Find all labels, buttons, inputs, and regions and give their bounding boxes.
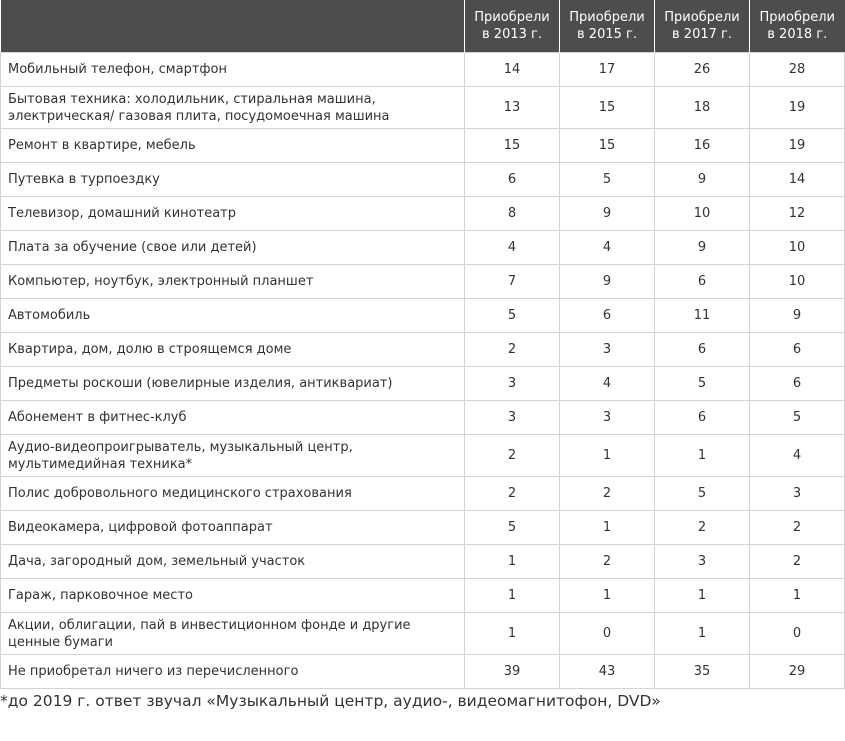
table-row bbox=[1, 367, 845, 401]
row-label: Гараж, парковочное место bbox=[1, 579, 465, 613]
table-row bbox=[1, 265, 845, 299]
row-label: Квартира, дом, долю в строящемся доме bbox=[1, 333, 465, 367]
value-cell-2015: 4 bbox=[560, 367, 655, 401]
value-cell-2018: 6 bbox=[750, 367, 845, 401]
table-row bbox=[1, 163, 845, 197]
row-label: Дача, загородный дом, земельный участок bbox=[1, 545, 465, 579]
value-cell-2013: 2 bbox=[465, 435, 560, 477]
row-label: Плата за обучение (свое или детей) bbox=[1, 231, 465, 265]
value-cell-2017: 1 bbox=[655, 613, 750, 655]
value-cell-2018: 28 bbox=[750, 53, 845, 87]
table-row bbox=[1, 401, 845, 435]
value-cell-2015: 17 bbox=[560, 53, 655, 87]
value-cell-2018: 12 bbox=[750, 197, 845, 231]
value-cell-2015: 0 bbox=[560, 613, 655, 655]
table-row bbox=[1, 87, 845, 129]
value-cell-2013: 3 bbox=[465, 367, 560, 401]
value-cell-2015: 1 bbox=[560, 435, 655, 477]
value-cell-2015: 5 bbox=[560, 163, 655, 197]
value-cell-2013: 4 bbox=[465, 231, 560, 265]
table-row bbox=[1, 579, 845, 613]
value-cell-2013: 1 bbox=[465, 579, 560, 613]
row-label: Абонемент в фитнес-клуб bbox=[1, 401, 465, 435]
value-cell-2015: 43 bbox=[560, 655, 655, 689]
value-cell-2015: 9 bbox=[560, 197, 655, 231]
value-cell-2017: 6 bbox=[655, 401, 750, 435]
header-blank-cell bbox=[1, 0, 465, 53]
value-cell-2017: 9 bbox=[655, 163, 750, 197]
value-cell-2018: 3 bbox=[750, 477, 845, 511]
header-2015 bbox=[560, 0, 655, 53]
value-cell-2017: 5 bbox=[655, 367, 750, 401]
row-label: Мобильный телефон, смартфон bbox=[1, 53, 465, 87]
row-label: Видеокамера, цифровой фотоаппарат bbox=[1, 511, 465, 545]
value-cell-2015: 2 bbox=[560, 477, 655, 511]
row-label: Автомобиль bbox=[1, 299, 465, 333]
table-row bbox=[1, 231, 845, 265]
footnote: *до 2019 г. ответ звучал «Музыкальный центр, аудио-, видеомагнитофон, DVD» bbox=[0, 692, 661, 710]
value-cell-2018: 2 bbox=[750, 545, 845, 579]
header-2013-line2: в 2013 г. bbox=[482, 27, 542, 42]
value-cell-2015: 6 bbox=[560, 299, 655, 333]
row-label: Путевка в турпоездку bbox=[1, 163, 465, 197]
row-label: Бытовая техника: холодильник, стиральная машина, электрическая/ газовая плита, посудомоечная машина bbox=[1, 87, 465, 129]
value-cell-2018: 29 bbox=[750, 655, 845, 689]
header-2018 bbox=[750, 0, 845, 53]
value-cell-2017: 2 bbox=[655, 511, 750, 545]
value-cell-2018: 10 bbox=[750, 231, 845, 265]
value-cell-2018: 19 bbox=[750, 87, 845, 129]
table-row bbox=[1, 477, 845, 511]
table-row bbox=[1, 299, 845, 333]
value-cell-2015: 4 bbox=[560, 231, 655, 265]
table-header bbox=[1, 0, 845, 53]
value-cell-2013: 14 bbox=[465, 53, 560, 87]
header-2018-line1: Приобрели bbox=[759, 10, 835, 25]
header-2015-line1: Приобрели bbox=[569, 10, 645, 25]
table-row bbox=[1, 53, 845, 87]
row-label: Телевизор, домашний кинотеатр bbox=[1, 197, 465, 231]
value-cell-2015: 15 bbox=[560, 129, 655, 163]
value-cell-2017: 6 bbox=[655, 333, 750, 367]
table-row bbox=[1, 655, 845, 689]
value-cell-2017: 3 bbox=[655, 545, 750, 579]
value-cell-2013: 5 bbox=[465, 299, 560, 333]
value-cell-2017: 16 bbox=[655, 129, 750, 163]
header-row bbox=[1, 0, 845, 53]
table-row bbox=[1, 333, 845, 367]
value-cell-2017: 6 bbox=[655, 265, 750, 299]
value-cell-2013: 2 bbox=[465, 477, 560, 511]
value-cell-2018: 9 bbox=[750, 299, 845, 333]
header-2013-line1: Приобрели bbox=[474, 10, 550, 25]
row-label: Акции, облигации, пай в инвестиционном фонде и другие ценные бумаги bbox=[1, 613, 465, 655]
value-cell-2013: 15 bbox=[465, 129, 560, 163]
row-label: Ремонт в квартире, мебель bbox=[1, 129, 465, 163]
value-cell-2013: 39 bbox=[465, 655, 560, 689]
value-cell-2013: 1 bbox=[465, 545, 560, 579]
value-cell-2013: 5 bbox=[465, 511, 560, 545]
value-cell-2015: 3 bbox=[560, 333, 655, 367]
value-cell-2013: 3 bbox=[465, 401, 560, 435]
table-row bbox=[1, 511, 845, 545]
value-cell-2018: 2 bbox=[750, 511, 845, 545]
value-cell-2013: 6 bbox=[465, 163, 560, 197]
row-label: Предметы роскоши (ювелирные изделия, антиквариат) bbox=[1, 367, 465, 401]
value-cell-2015: 1 bbox=[560, 511, 655, 545]
value-cell-2018: 19 bbox=[750, 129, 845, 163]
header-2015-line2: в 2015 г. bbox=[577, 27, 637, 42]
value-cell-2015: 9 bbox=[560, 265, 655, 299]
value-cell-2018: 4 bbox=[750, 435, 845, 477]
header-2013 bbox=[465, 0, 560, 53]
row-label: Не приобретал ничего из перечисленного bbox=[1, 655, 465, 689]
value-cell-2017: 1 bbox=[655, 579, 750, 613]
value-cell-2013: 2 bbox=[465, 333, 560, 367]
value-cell-2013: 8 bbox=[465, 197, 560, 231]
row-label: Компьютер, ноутбук, электронный планшет bbox=[1, 265, 465, 299]
value-cell-2015: 15 bbox=[560, 87, 655, 129]
header-2017 bbox=[655, 0, 750, 53]
header-2018-line2: в 2018 г. bbox=[767, 27, 828, 42]
value-cell-2017: 10 bbox=[655, 197, 750, 231]
value-cell-2013: 7 bbox=[465, 265, 560, 299]
value-cell-2017: 11 bbox=[655, 299, 750, 333]
header-2017-line2: в 2017 г. bbox=[672, 27, 732, 42]
row-label: Аудио-видеопроигрыватель, музыкальный центр, мультимедийная техника* bbox=[1, 435, 465, 477]
value-cell-2017: 5 bbox=[655, 477, 750, 511]
value-cell-2018: 10 bbox=[750, 265, 845, 299]
value-cell-2018: 6 bbox=[750, 333, 845, 367]
value-cell-2017: 1 bbox=[655, 435, 750, 477]
value-cell-2017: 26 bbox=[655, 53, 750, 87]
value-cell-2017: 18 bbox=[655, 87, 750, 129]
header-2017-line1: Приобрели bbox=[664, 10, 740, 25]
value-cell-2013: 1 bbox=[465, 613, 560, 655]
table-body bbox=[1, 53, 845, 689]
value-cell-2018: 0 bbox=[750, 613, 845, 655]
table-row bbox=[1, 613, 845, 655]
value-cell-2018: 14 bbox=[750, 163, 845, 197]
value-cell-2015: 3 bbox=[560, 401, 655, 435]
value-cell-2017: 35 bbox=[655, 655, 750, 689]
value-cell-2018: 1 bbox=[750, 579, 845, 613]
value-cell-2013: 13 bbox=[465, 87, 560, 129]
table-row bbox=[1, 545, 845, 579]
table-row bbox=[1, 197, 845, 231]
table-row bbox=[1, 435, 845, 477]
row-label: Полис добровольного медицинского страхования bbox=[1, 477, 465, 511]
value-cell-2017: 9 bbox=[655, 231, 750, 265]
table-row bbox=[1, 129, 845, 163]
value-cell-2015: 1 bbox=[560, 579, 655, 613]
value-cell-2018: 5 bbox=[750, 401, 845, 435]
value-cell-2015: 2 bbox=[560, 545, 655, 579]
